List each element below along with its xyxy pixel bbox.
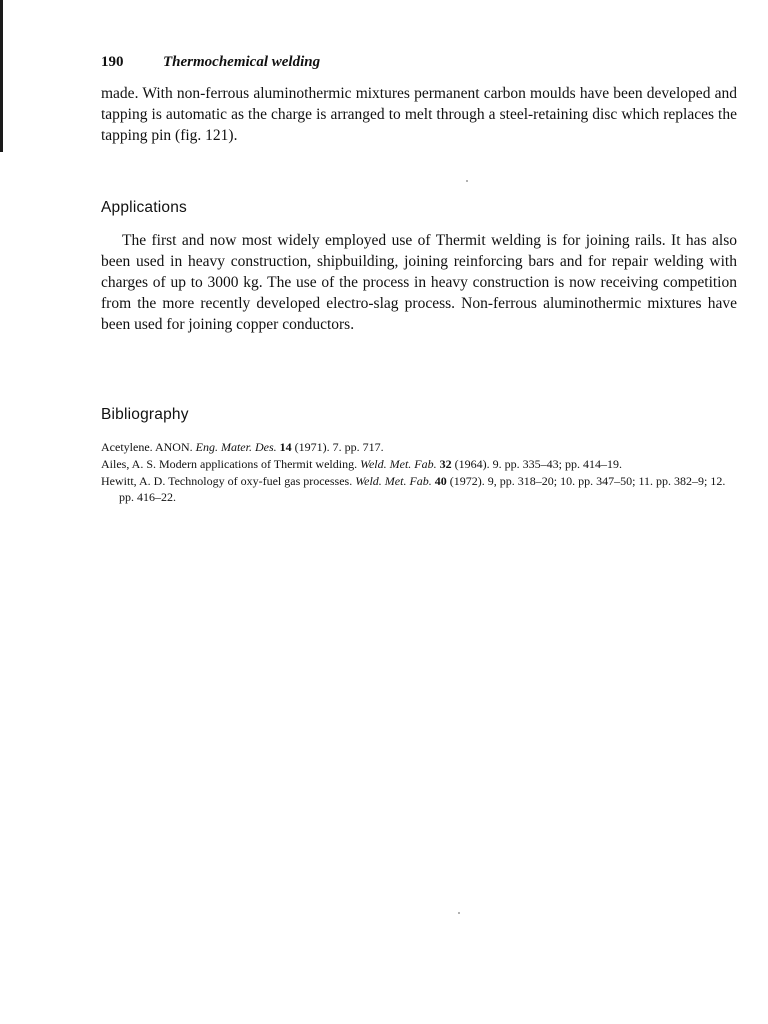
bibliography-entry [101,457,741,472]
continued-paragraph: made. With non-ferrous aluminothermic mixtures permanent carbon moulds have been developed and tapping is automatic as the charge is arranged to melt through a steel-retaining disc which replaces the tapping pin (fig. 121). [101,85,737,144]
applications-paragraph: The first and now most widely employed use of Thermit welding is for joining rails. It has also been used in heavy construction, shipbuilding, joining reinforcing bars and for repair welding with charges of up to 3000 kg. The use of the process in heavy construction is now receiving competition from the more recently developed electro-slag process. Non-ferrous aluminothermic mixtures have been used for joining copper conductors. [101,232,737,333]
running-title: Thermochemical welding [163,54,321,70]
scan-edge-shadow [0,0,3,152]
bibliography-list [101,440,741,507]
bibliography-entry-journal: Weld. Met. Fab. [360,457,437,472]
bibliography-entry-volume: 14 [279,440,292,454]
scan-speck [466,180,468,182]
bibliography-entry-rest: (1971). 7. pp. 717. [291,440,384,454]
bibliography-entry-volume: 40 [434,474,447,489]
bibliography-entry-lead: Acetylene. ANON. [101,440,196,454]
bibliography-entry-journal: Weld. Met. Fab. [355,474,432,489]
applications-heading: Applications [101,199,187,216]
running-head [101,54,320,71]
bibliography-entry [101,440,741,455]
bibliography-entry [101,474,741,504]
scan-speck [458,912,460,914]
bibliography-entry-rest: (1972). 9, pp. 318–20; 10. pp. 347–50; 11. pp. 382–9; 12. pp. 416–22. [119,474,726,504]
bibliography-heading: Bibliography [101,406,189,423]
bibliography-entry-volume: 32 [439,457,452,472]
bibliography-entry-lead: Ailes, A. S. Modern applications of Thermit welding. [101,457,361,472]
bibliography-entry-journal: Eng. Mater. Des. [195,440,277,454]
bibliography-entry-rest: (1964). 9. pp. 335–43; pp. 414–19. [451,457,622,472]
page-number: 190 [101,54,124,70]
bibliography-entry-lead: Hewitt, A. D. Technology of oxy-fuel gas processes. [101,474,356,489]
